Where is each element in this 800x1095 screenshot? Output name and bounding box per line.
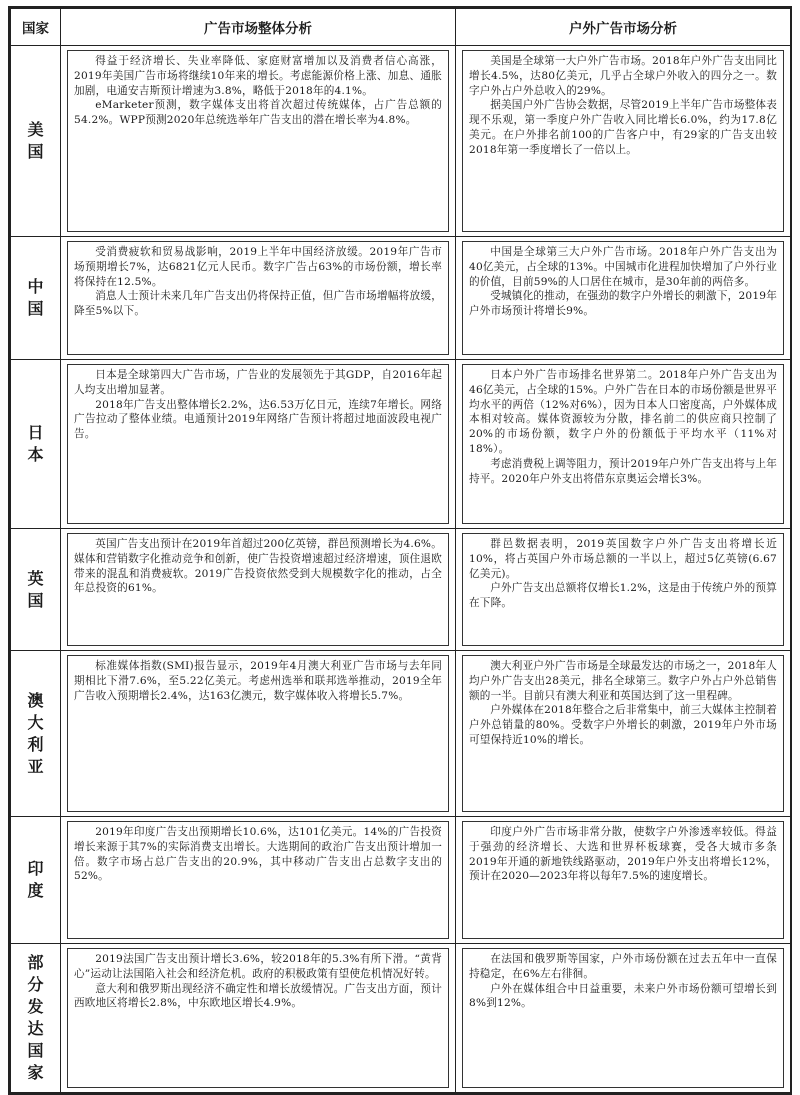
outdoor-text-box xyxy=(462,364,784,524)
overall-text-box xyxy=(67,241,449,355)
outdoor-cell xyxy=(456,817,791,944)
ad-market-analysis-table xyxy=(10,8,791,1093)
outdoor-cell xyxy=(456,360,791,529)
overall-cell xyxy=(61,46,456,237)
table-row-india xyxy=(11,817,791,944)
paragraph: 中国是全球第三大户外广告市场。2018年户外广告支出为40亿美元，占全球的13%。中国城市化进程加快增加了户外行业的价值，目前59%的人口居住在城市，是30年前的两倍多。 xyxy=(469,246,777,288)
paragraph: 印度户外广告市场非常分散，使数字户外渗透率较低。得益于强劲的经济增长、大选和世界杯板球赛，受各大城市多条2019年开通的新地铁线路驱动，2019年户外支出将增长12%，预计在2020—2023年将以每年7.5%的速度增长。 xyxy=(469,826,777,883)
header-outdoor-analysis: 户外广告市场分析 xyxy=(456,9,791,46)
overall-cell xyxy=(61,817,456,944)
country-cell xyxy=(11,944,61,1093)
table-row-uk xyxy=(11,529,791,651)
outdoor-cell xyxy=(456,237,791,360)
country-name: 日本 xyxy=(27,423,44,464)
analysis-table-frame xyxy=(8,6,792,1095)
paragraph: 据美国户外广告协会数据，尽管2019上半年广告市场整体表现不乐观，第一季度户外广告收入同比增长6.0%，约为17.8亿美元。在户外排名前100的广告客户中，有29家的广告支出较2018年第一季度增长了一倍以上。 xyxy=(469,99,777,156)
paragraph: 考虑消费税上调等阻力，预计2019年户外广告支出将与上年持平。2020年户外支出将借东京奥运会增长3%。 xyxy=(469,457,777,485)
outdoor-text-box xyxy=(462,50,784,232)
overall-cell xyxy=(61,529,456,651)
paragraph: 得益于经济增长、失业率降低、家庭财富增加以及消费者信心高涨，2019年美国广告市场将继续10年来的增长。考虑能源价格上涨、加息、通胀加剧，电通安吉斯预计增速为3.8%，略低于2018年的4.1%。 xyxy=(74,55,442,97)
overall-cell xyxy=(61,237,456,360)
country-name: 美国 xyxy=(27,120,44,161)
overall-cell xyxy=(61,944,456,1093)
paragraph: 标准媒体指数(SMI)报告显示，2019年4月澳大利亚广告市场与去年同期相比下滑7.6%，至5.22亿美元。考虑州选举和联邦选举推动，2019全年广告收入预期增长2.4%，达163亿澳元，数字媒体收入将增长5.7%。 xyxy=(74,660,442,702)
outdoor-text-box xyxy=(462,655,784,812)
outdoor-text-box xyxy=(462,533,784,646)
country-cell xyxy=(11,529,61,651)
outdoor-cell xyxy=(456,651,791,817)
paragraph: 受城镇化的推动，在强劲的数字户外增长的刺激下，2019年户外市场预计将增长9%。 xyxy=(469,290,777,318)
table-row-australia xyxy=(11,651,791,817)
outdoor-cell xyxy=(456,46,791,237)
paragraph: 户外媒体在2018年整合之后非常集中，前三大媒体主控制着户外总销量的80%。受数字户外增长的刺激，2019年户外市场可望保持近10%的增长。 xyxy=(469,704,777,746)
overall-text-box xyxy=(67,364,449,524)
paragraph: 澳大利亚户外广告市场是全球最发达的市场之一，2018年人均户外广告支出28美元，排名全球第三。数字户外占户外总销售额的一半。目前只有澳大利亚和英国达到了这一里程碑。 xyxy=(469,660,777,702)
paragraph: eMarketer预测，数字媒体支出将首次超过传统媒体，占广告总额的54.2%。WPP预测2020年总统选举年广告支出的潜在增长率为4.8%。 xyxy=(74,99,442,127)
overall-text-box xyxy=(67,655,449,812)
outdoor-text-box xyxy=(462,821,784,939)
country-name: 部分发达国家 xyxy=(27,953,44,1082)
paragraph: 消息人士预计未来几年广告支出仍将保持正值，但广告市场增幅将放缓，降至5%以下。 xyxy=(74,290,442,318)
country-cell xyxy=(11,651,61,817)
country-name: 中国 xyxy=(27,277,44,318)
country-name: 澳大利亚 xyxy=(27,690,44,776)
paragraph: 户外在媒体组合中日益重要，未来户外市场份额可望增长到8%到12%。 xyxy=(469,982,777,1010)
outdoor-cell xyxy=(456,944,791,1093)
overall-text-box xyxy=(67,948,449,1088)
country-cell xyxy=(11,237,61,360)
country-cell xyxy=(11,46,61,237)
paragraph: 受消费疲软和贸易战影响，2019上半年中国经济放缓。2019年广告市场预期增长7%，达6821亿元人民币。数字广告占63%的市场份额，增长率将保持在12.5%。 xyxy=(74,246,442,288)
paragraph: 在法国和俄罗斯等国家，户外市场份额在过去五年中一直保持稳定，在6%左右徘徊。 xyxy=(469,953,777,980)
country-cell xyxy=(11,360,61,529)
paragraph: 日本是全球第四大广告市场，广告业的发展领先于其GDP，自2016年起人均支出增加显著。 xyxy=(74,369,442,396)
table-row-usa xyxy=(11,46,791,237)
paragraph: 日本户外广告市场排名世界第二。2018年户外广告支出为46亿美元，占全球的15%。户外广告在日本的市场份额是世界平均水平的两倍（12%对6%），因为日本人口密度高，户外媒体成本相对较高。媒体资源较为分散，排名前二的供应商只控制了20%的市场份额，数字户外的份额低于平均水平（11%对18%）。 xyxy=(469,369,777,455)
overall-text-box xyxy=(67,533,449,646)
paragraph: 2019法国广告支出预计增长3.6%，较2018年的5.3%有所下滑。“黄背心”运动让法国陷入社会和经济危机。政府的积极政策有望使危机情况好转。 xyxy=(74,953,442,980)
paragraph: 美国是全球第一大户外广告市场。2018年户外广告支出同比增长4.5%，达80亿美元，几乎占全球户外收入的四分之一。数字户外占户外总收入的29%。 xyxy=(469,55,777,97)
paragraph: 英国广告支出预计在2019年首超过200亿英镑，群邑预测增长为4.6%。媒体和营销数字化推动竞争和创新，使广告投资增速超过经济增速，顶住退欧带来的混乱和消费疲软。2019广告投资依然受到大规模数字化的推动，占全年总投资的61%。 xyxy=(74,538,442,595)
overall-text-box xyxy=(67,821,449,939)
outdoor-cell xyxy=(456,529,791,651)
table-row-japan xyxy=(11,360,791,529)
table-row-developed-countries xyxy=(11,944,791,1093)
country-name: 印度 xyxy=(27,859,44,900)
paragraph: 2019年印度广告支出预期增长10.6%，达101亿美元。14%的广告投资增长来源于其7%的实际消费支出增长。大选期间的政治广告支出预计增加一倍。数字市场占总广告支出的20.9%，其中移动广告支出占总数字支出的52%。 xyxy=(74,826,442,883)
header-row xyxy=(11,9,791,46)
country-cell xyxy=(11,817,61,944)
paragraph: 2018年广告支出整体增长2.2%，达6.53万亿日元，连续7年增长。网络广告拉动了整体业绩。电通预计2019年网络广告预计将超过地面波段电视广告。 xyxy=(74,398,442,441)
paragraph: 户外广告支出总额将仅增长1.2%，这是由于传统户外的预算在下降。 xyxy=(469,582,777,610)
country-name: 英国 xyxy=(27,568,44,610)
paragraph: 群邑数据表明，2019英国数字户外广告支出将增长近10%，将占英国户外市场总额的一半以上，超过5亿英镑(6.67亿美元)。 xyxy=(469,538,777,580)
outdoor-text-box xyxy=(462,948,784,1088)
paragraph: 意大利和俄罗斯出现经济不确定性和增长放缓情况。广告支出方面，预计西欧地区将增长2.8%，中东欧地区增长4.9%。 xyxy=(74,982,442,1010)
header-country: 国家 xyxy=(11,9,61,46)
overall-cell xyxy=(61,360,456,529)
overall-text-box xyxy=(67,50,449,232)
header-overall-analysis: 广告市场整体分析 xyxy=(61,9,456,46)
outdoor-text-box xyxy=(462,241,784,355)
table-row-china xyxy=(11,237,791,360)
overall-cell xyxy=(61,651,456,817)
